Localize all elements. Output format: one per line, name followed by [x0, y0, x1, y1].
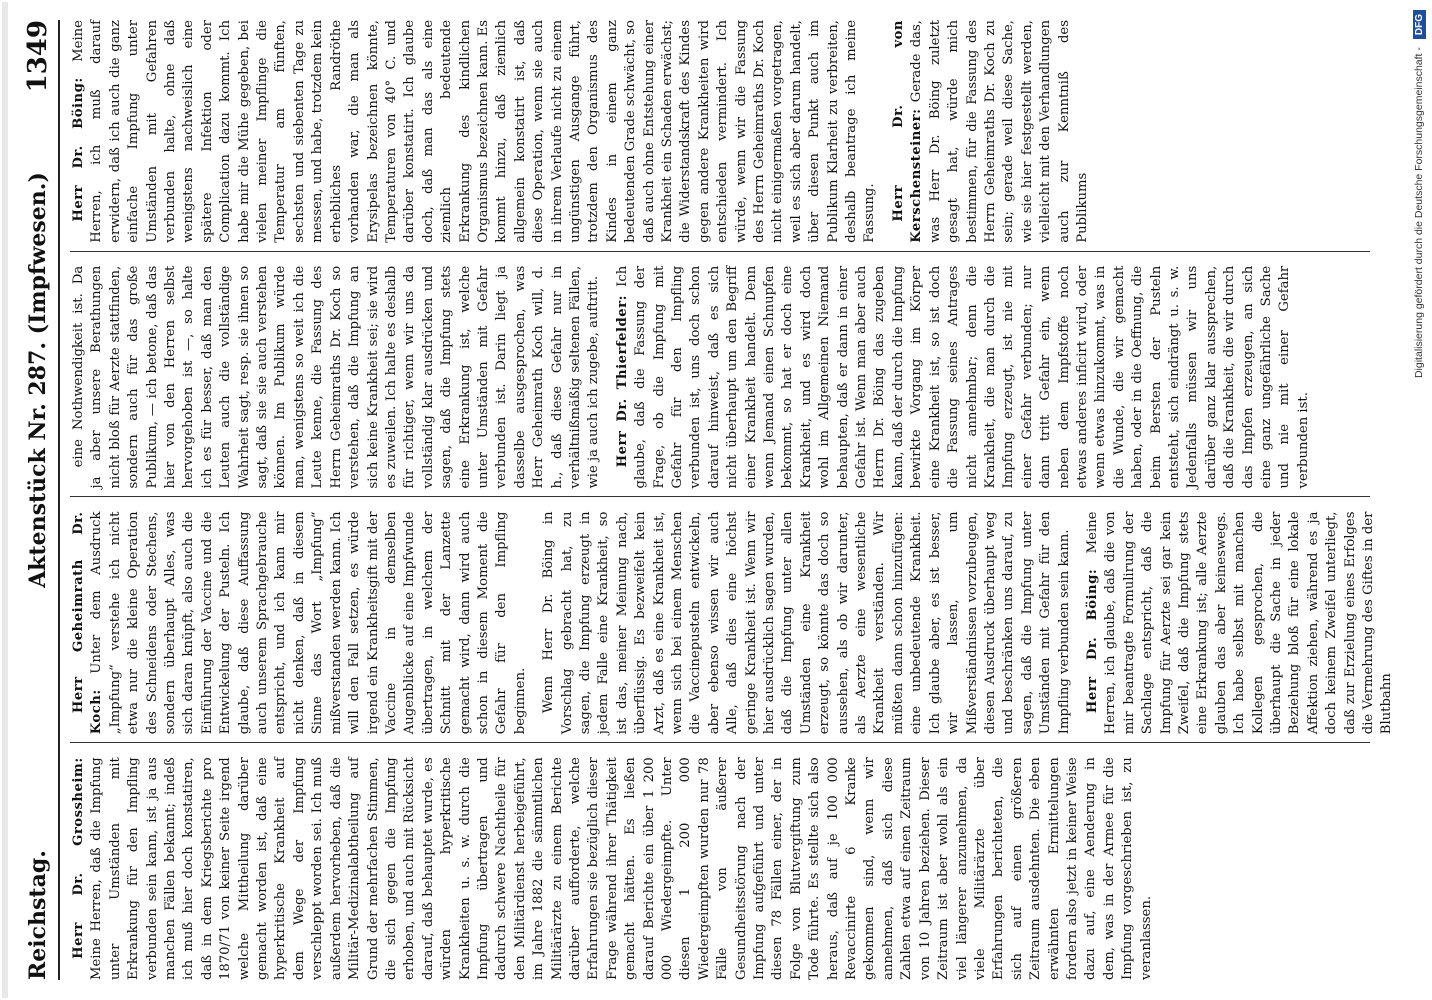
paragraph	[70, 20, 880, 243]
paragraph-text: Wenn Herr Dr. Böing in Vorschlag gebracht hat, zu sagen, die Impfung erzeugt in jedem Falle eine Krankheit, so ist das, meiner Meinung nach, überflüssig. Es bezweifelt kein Arzt, daß es eine Krankheit ist, wenn sich bei einem Menschen die Vaccinepusteln entwickeln, aber ebenso wissen wir auch Alle, daß dies eine höchst geringe Krankheit ist. Wenn wir hier ausdrücklich sagen wurden, daß die Impfung unter allen Umständen eine Krankheit erzeugt, so könnte das doch so aussehen, als ob wir darunter, als Aerzte eine wesentliche Krankheit verständen. Wir müßten dann schon hinzufügen: eine unbedeutende Krankheit. Ich glaube aber, es ist besser, wir lassen, um Mißverständnissen vorzubeugen, diesen Ausdruck überhaupt weg und beschränken uns darauf, zu sagen, daß die Impfung unter Umständen mit Gefahr für den Impfling verbunden sein kann.	[541, 511, 1072, 735]
dfg-notice-text: Digitalisierung gefördert durch die Deutsche Forschungsgemeinschaft -	[1413, 47, 1425, 379]
page-header	[18, 20, 60, 980]
text-columns	[70, 20, 1395, 980]
speaker: Herr Dr. Thierfelder:	[614, 295, 630, 468]
paragraph-text: Meine Herren, daß die Impfung unter Umständen mit Erkrankung für den Impfling verbunden sein kann, ist ja aus manchen Fällen bekannt; indeß ich muß hier doch konstatiren, daß in dem Kriegsberichte pro 1870/71 von keiner Seite irgend welche Mittheilung darüber gemacht worden ist, daß eine hyperkritische Krankheit auf dem Wege der Impfung verschleppt worden sei. Ich muß außerdem hervorheben, daß die Militär-Medizinalabtheilung auf Grund der mehrfachen Stimmen, die sich gegen die Impfung erhoben, und auch mit Rücksicht darauf, daß behauptet wurde, es würden hyperkritische Krankheiten u. s. w. durch die Impfung übertragen und dadurch schwere Nachtheile für den Militärdienst herbeigeführt, im Jahre 1882 die sämmtlichen Militärärzte zu einem Berichte darüber aufforderte, welche Erfahrungen sie bezüglich dieser Frage während ihrer Thätigkeit gemacht hätten. Es ließen darauf Berichte ein über 1 200 000 Wiedergeimpfte. Unter diesen 1 200 000 Wiedergeimpften wurden nur 78 Fälle von äußerer Gesundheitsstörung nach der Impfung aufgeführt und unter diesen 78 Fällen einer, der in Folge von Blutvergiftung zum Tode führte. Es stellte sich also heraus, daß auf je 100 000 Revaccinirte 6 Kranke gekommen sind, wenn wir annehmen, daß sich diese Zahlen etwa auf einen Zeitraum von 10 Jahren beziehen. Dieser Zeitraum ist aber wohl als ein viel längerer anzunehmen, da viele Militärärzte über Erfahrungen berichteten, die sich auf einen größeren Zeitraum ausdehnten. Die eben erwähnten Ermittelungen fordern also jetzt in keiner Weise dazu auf, eine Aenderung in dem, was in der Armee für die Impfung vorgeschrieben ist, zu veranlassen.	[89, 757, 1154, 980]
dfg-logo: DFG	[1413, 10, 1426, 39]
speaker: Herr Geheimrath Dr. Koch:	[71, 511, 105, 735]
column-2	[70, 511, 1395, 744]
paragraph-text: Meine Herren, ich muß darauf erwidern, daß ich auch die ganz einfache Impfung unter Umständen mit Gefahren verbunden halte, ohne daß wenigstens nachweislich eine spätere Infektion oder Complication dazu kommt. Ich habe mir die Mühe gegeben, bei vielen meiner Impflinge die Temperatur am fünften, sechsten und siebenten Tage zu messen, und habe, trotzdem kein erhebliches Randröthe vorhanden war, die man als Erysipelas bezeichnen könnte, Temperaturen von 40° C. und darüber konstatirt. Ich glaube doch, daß man das als eine ziemlich bedeutende Erkrankung des kindlichen Organismus bezeichnen kann. Es kommt hinzu, daß ziemlich allgemein konstatirt ist, daß diese Operation, wenn sie auch in ihrem Verlaufe nicht zu einem ungünstigen Ausgange führt, trotzdem den Organismus des Kindes in einem ganz bedeutenden Grade schwächt, so daß auch ohne Entstehung einer Krankheit ein Schaden erwächst; die Widerstandskraft des Kindes gegen andere Krankheiten wird entschieden vermindert. Ich würde, wenn wir die Fassung des Herrn Geheimraths Dr. Koch nicht einigermaßen vorgetragen, weil es sich aber darum handelt, über diesen Punkt auch im Publikum Klarheit zu verbreiten, deshalb beantrage ich meine Fassung.	[71, 20, 878, 243]
paragraph-text: eine Nothwendigkeit ist. Da ja aber unsere Berathungen nicht bloß für Aerzte stattfinden, sondern auch für das große Publikum, — ich betone, daß das hier von den Herren selbst hervorgehoben ist —, so halte ich es für besser, daß man den Leuten auch die vollständige Wahrheit sagt, resp. sie ihnen so sagt, daß sie sie auch verstehen können. Im Publikum würde man, wenigstens so weit ich die Leute kenne, die Fassung des Herrn Geheimraths Dr. Koch so verstehen, daß die Impfung an sich keine Krankheit sei; sie wird es zuweilen. Ich halte es deshalb für richtiger, wenn wir uns da vollständig klar ausdrücken und sagen, daß die Impfung stets eine Erkrankung ist, welche unter Umständen mit Gefahr verbunden ist. Darin liegt ja dasselbe ausgesprochen, was Herr Geheimrath Koch will, d. h., daß diese Gefahr nur in verhältnißmäßig seltenen Fällen, wie ja auch ich zugebe, auftritt.	[71, 265, 602, 489]
paragraph-text: Unter dem Ausdruck „Impfung“ verstehe ich nicht etwa nur die kleine Operation des Schneidens oder Stechens, sondern überhaupt Alles, was sich daran knüpft, also auch die Einführung der Vaccine und die Entwickelung der Pusteln. Ich glaube, daß diese Auffassung auch unserem Sprachgebrauche entspricht, und ich kann mir nicht denken, daß in diesem Sinne das Wort „Impfung“ mißverstanden werden kann. Ich will den Fall setzen, es würde irgend ein Krankheitsgift mit der Vaccine in demselben Augenblicke auf eine Impfwunde übertragen, in welchem der Schnitt mit der Lanzette gemacht wird, dann wird auch schon in diesem Moment die Gefahr für den Impfling beginnen.	[89, 511, 528, 735]
paragraph	[70, 512, 530, 735]
header-title: Aktenstück Nr. 287. (Impfwesen.)	[25, 172, 51, 588]
paragraph-text: Meine Herren, ich glaube, daß die von mir beantragte Formulirung der Sachlage entspricht, daß die Impfung für Aerzte sei gar kein Zweifel, daß die Impfung stets eine Erkrankung ist; alle Aerzte glauben das aber keineswegs. Ich habe selbst mit manchen Kollegen gesprochen, die überhaupt die Sache in jeder Beziehung bloß für eine lokale Affektion ziehen, während es ja doch keinem Zweifel unterliegt, daß zur Erzielung eines Erfolges die Vermehrung des Giftes in der Blutbahn	[1084, 511, 1395, 735]
paragraph	[614, 266, 1313, 489]
column-3	[70, 266, 1370, 498]
dfg-notice	[1408, 10, 1430, 1000]
paragraph	[70, 266, 604, 489]
paragraph-text: Ich glaube, daß die Fassung der Frage, ob die Impfung mit Gefahr für den Impfling verbunden ist, uns doch schon darauf hinweist, daß es sich nicht überhaupt um den Begriff einer Krankheit handelt. Denn wenn Jemand einen Schnupfen bekommt, so hat er doch eine Krankheit, und es wird doch wohl im Allgemeinen Niemand behaupten, daß er dann in einer Gefahr ist. Wenn man aber auch Herrn Dr. Böing das zugeben kann, daß der durch die Impfung bewirkte Vorgang im Körper eine Krankheit ist, so ist doch die Fassung seines Antrages nicht annehmbar; denn die Krankheit, die man durch die Impfung erzeugt, ist nie mit einer Gefahr verbunden; nur dann tritt Gefahr ein, wenn neben dem Impfstoffe noch etwas anderes inficirt wird, oder wenn etwas hinzukommt, was in die Wunde, die wir gemacht haben, oder in die Oeffnung, die beim Bersten der Pusteln entsteht, sich eindrängt u. s. w. Jedenfalls müssen wir uns darüber ganz klar aussprechen, daß die Krankheit, die wir durch das Impfen erzeugen, an sich eine ganz ungefährliche Sache und nie mit einer Gefahr verbunden ist.	[614, 265, 1311, 489]
column-1	[70, 757, 1370, 980]
page-number: 1349	[23, 20, 53, 93]
paragraph	[540, 512, 1074, 735]
speaker: Herr Dr. von Kerschensteiner:	[890, 20, 925, 243]
paragraph	[1084, 512, 1397, 735]
paragraph	[70, 757, 1156, 980]
header-left: Reichstag.	[25, 850, 51, 980]
column-4	[70, 20, 1370, 252]
paragraph-text: Gerade das, was Herr Dr. Böing zuletzt gesagt hat, würde mich bestimmen, für die Fassung des Herrn Geheimraths Dr. Koch zu sein; gerade weil diese Sache, wie sie hier festgestellt werden, vielleicht mit den Verhandlungen auch zur Kenntniß des Publikums	[909, 20, 1090, 243]
paragraph	[890, 20, 1092, 243]
speaker: Herr Dr. Grossheim:	[71, 757, 86, 959]
speaker: Herr Dr. Böing:	[1084, 568, 1100, 714]
speaker: Herr Dr. Böing:	[71, 77, 86, 222]
